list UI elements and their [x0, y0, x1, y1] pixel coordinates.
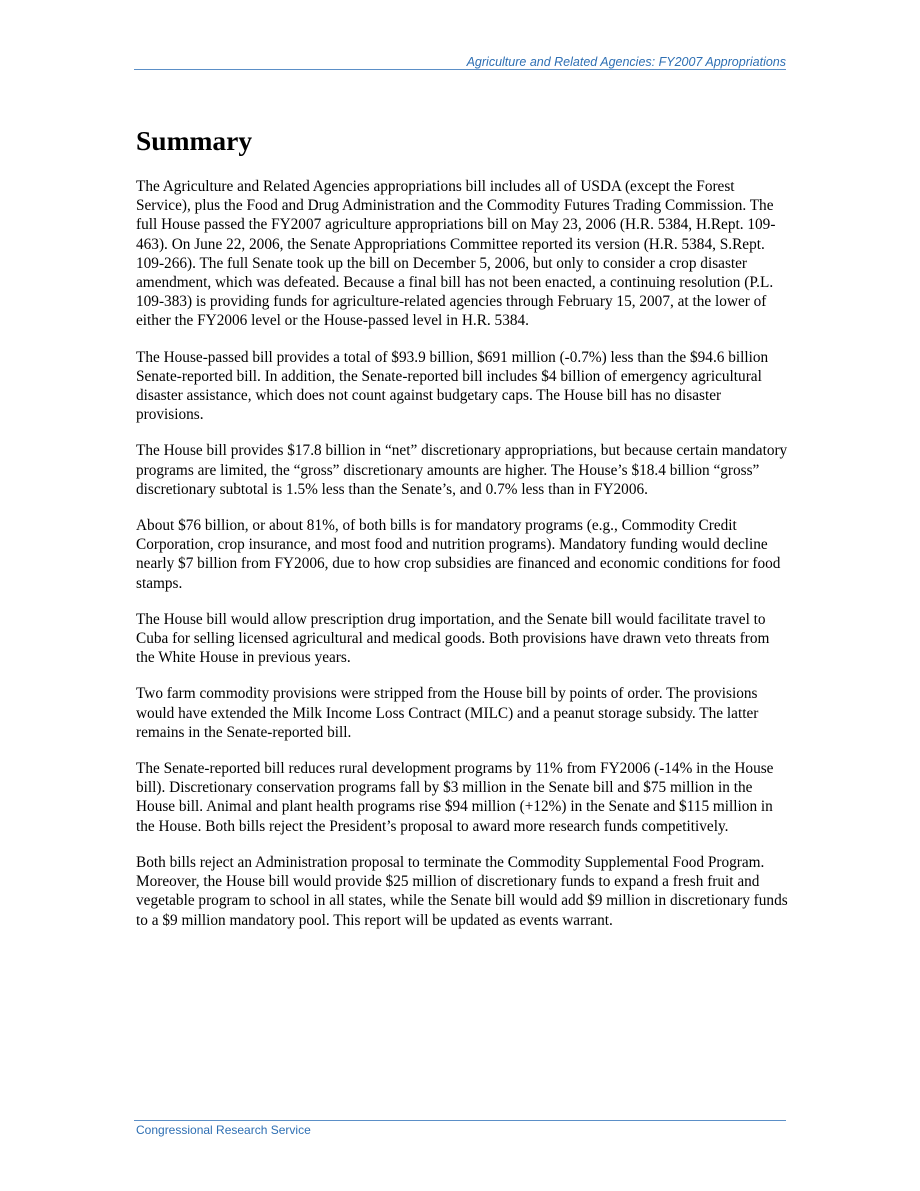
- summary-paragraph: About $76 billion, or about 81%, of both bills is for mandatory programs (e.g., Commodity Credit Corporation, crop insurance, and most food and nutrition programs). Mandatory funding would decline nearly $7 billion from FY2006, due to how crop subsidies are financed and economic conditions for food stamps.: [136, 517, 781, 592]
- page-title: Summary: [136, 125, 253, 156]
- summary-body: [136, 177, 788, 947]
- summary-paragraph: The House bill would allow prescription drug importation, and the Senate bill would facilitate travel to Cuba for selling licensed agricultural and medical goods. Both provisions have drawn veto threats from the White House in previous years.: [136, 610, 770, 667]
- footer-organization: Congressional Research Service: [136, 1123, 311, 1137]
- running-header: Agriculture and Related Agencies: FY2007 Appropriations: [466, 55, 786, 69]
- summary-paragraph: Two farm commodity provisions were stripped from the House bill by points of order. The provisions would have extended the Milk Income Loss Contract (MILC) and a peanut storage subsidy. The latter remains in the Senate-reported bill.: [136, 685, 759, 741]
- summary-paragraph: The Senate-reported bill reduces rural development programs by 11% from FY2006 (-14% in the House bill). Discretionary conservation programs fall by $3 million in the Senate bill and $75 million in the House bill. Animal and plant health programs rise $94 million (+12%) in the Senate and $115 million in the House. Both bills reject the President’s proposal to award more research funds competitively.: [136, 760, 774, 835]
- header-rule: [134, 69, 786, 70]
- footer-rule: [134, 1120, 786, 1121]
- summary-paragraph: Both bills reject an Administration proposal to terminate the Commodity Supplemental Food Program. Moreover, the House bill would provide $25 million of discretionary funds to expand a fresh fruit and vegetable program to school in all states, while the Senate bill would add $9 million in discretionary funds to a $9 million mandatory pool. This report will be updated as events warrant.: [136, 853, 788, 929]
- summary-paragraph: The Agriculture and Related Agencies appropriations bill includes all of USDA (except the Forest Service), plus the Food and Drug Administration and the Commodity Futures Trading Commission. The full House passed the FY2007 agriculture appropriations bill on May 23, 2006 (H.R. 5384, H.Rept. 109-463). On June 22, 2006, the Senate Appropriations Committee reported its version (H.R. 5384, S.Rept. 109-266). The full Senate took up the bill on December 5, 2006, but only to consider a crop disaster amendment, which was defeated. Because a final bill has not been enacted, a continuing resolution (P.L. 109-383) is providing funds for agriculture-related agencies through February 15, 2007, at the lower of either the FY2006 level or the House-passed level in H.R. 5384.: [136, 178, 776, 330]
- summary-paragraph: The House bill provides $17.8 billion in “net” discretionary appropriations, but because certain mandatory programs are limited, the “gross” discretionary amounts are higher. The House’s $18.4 billion “gross” discretionary subtotal is 1.5% less than the Senate’s, and 0.7% less than in FY2006.: [136, 442, 788, 498]
- summary-paragraph: The House-passed bill provides a total of $93.9 billion, $691 million (-0.7%) less than the $94.6 billion Senate-reported bill. In addition, the Senate-reported bill includes $4 billion of emergency agricultural disaster assistance, which does not count against budgetary caps. The House bill has no disaster provisions.: [136, 348, 769, 424]
